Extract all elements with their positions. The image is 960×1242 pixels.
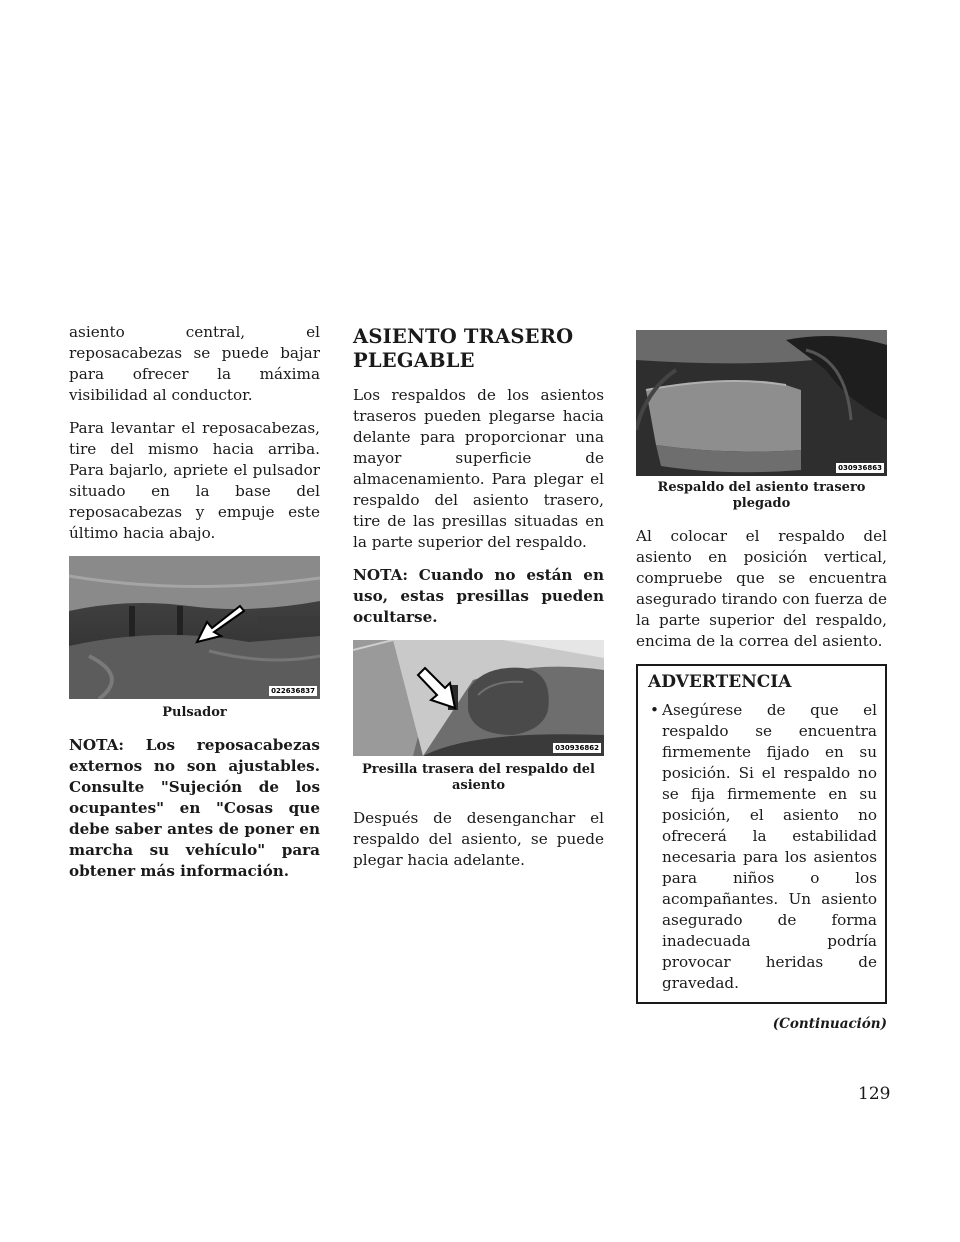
seatback-strap-photo [353, 640, 604, 756]
figure-caption: Respaldo del asiento trasero plegado [657, 480, 866, 511]
warning-title: ADVERTENCIA [648, 672, 792, 692]
figure-code: 022636837 [271, 687, 315, 695]
figure-code: 030936863 [838, 464, 882, 472]
paragraph-folding-seat: Los respaldos de los asientos traseros pueden plegarse hacia delante para proporcionar una mayor superficie de almacenamiento. Para plegar el respaldo del asiento trasero, tire de las presillas situadas en la parte superior del respaldo. [353, 386, 604, 551]
paragraph-headrest-center: asiento central, el reposacabezas se puede bajar para ofrecer la máxima visibilidad al conductor. [69, 323, 320, 404]
column-left [69, 322, 320, 894]
note-headrest: NOTA: Los reposacabezas externos no son ajustables. Consulte "Sujeción de los ocupantes" en "Cosas que debe saber antes de poner en marcha su vehículo" para obtener más información. [69, 736, 320, 880]
note-straps: NOTA: Cuando no están en uso, estas presillas pueden ocultarse. [353, 566, 604, 626]
figure-caption: Presilla trasera del respaldo del asiento [362, 762, 595, 793]
paragraph-headrest-adjust: Para levantar el reposacabezas, tire del mismo hacia arriba. Para bajarlo, apriete el pulsador situado en la base del reposacabezas y empuje este último hacia abajo. [69, 419, 320, 542]
paragraph-fold-forward: Después de desenganchar el respaldo del asiento, se puede plegar hacia adelante. [353, 809, 604, 869]
figure-code: 030936862 [555, 744, 599, 752]
column-right [636, 322, 887, 1035]
warning-list [648, 700, 877, 994]
folded-seat-photo [636, 330, 887, 476]
figure-seatback-strap [353, 640, 604, 756]
column-middle [353, 322, 604, 883]
headrest-photo [69, 556, 320, 699]
figure-caption: Pulsador [162, 705, 227, 720]
warning-box [636, 664, 887, 1004]
section-heading: ASIENTO TRASERO PLEGABLE [353, 325, 574, 372]
figure-headrest-button [69, 556, 320, 699]
paragraph-upright-check: Al colocar el respaldo del asiento en posición vertical, compruebe que se encuentra asegurado tirando con fuerza de la parte superior del respaldo, encima de la correa del asiento. [636, 527, 887, 650]
bullet-icon: • [650, 701, 659, 719]
continued-label: (Continuación) [772, 1016, 887, 1032]
warning-item: • Asegúrese de que el respaldo se encuentra firmemente fijado en su posición. Si el respaldo no se fija firmemente en su posición, el asiento no ofrecerá la estabilidad necesaria para los asientos para niños o los acompañantes. Un asiento asegurado de forma inadecuada podría provocar heridas de gravedad. [650, 701, 877, 992]
page-number: 129 [858, 1084, 891, 1104]
figure-seat-folded [636, 330, 887, 476]
